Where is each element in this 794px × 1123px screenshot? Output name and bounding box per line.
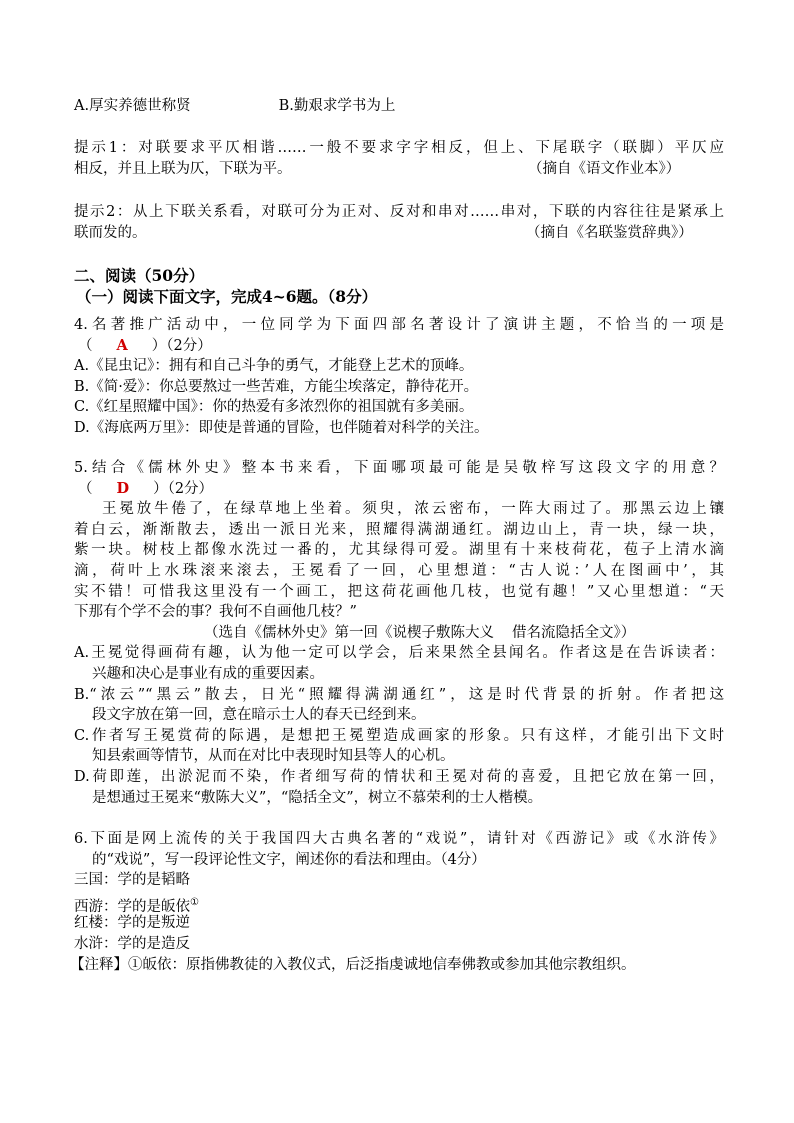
hint-2-line-2: 联而发的。 <box>74 224 147 241</box>
section-title: 二、阅读（50分） <box>74 266 205 285</box>
q5-stem: 5.结合《儒林外史》整本书来看，下面哪项最可能是吴敬梓写这段文字的用意？ <box>74 460 724 476</box>
hint-1-line-2: 相反，并且上联为仄，下联为平。 <box>74 160 292 177</box>
hint-2 <box>74 202 724 243</box>
q5-option-d: D.荷即莲，出淤泥而不染，作者细写荷的情状和王冕对荷的喜爱，且把它放在第一回， 是想通过王冕来“敷陈大义”，“隐括全文”，树立不慕荣利的士人楷模。 <box>74 768 724 806</box>
q4-option-b: B.《简·爱》：你总要熬过一些苦难，方能尘埃落定，静待花开。 <box>74 378 479 395</box>
q6-item-sanguo: 三国：学的是韬略 <box>74 872 190 889</box>
q4-stem: 4.名著推广活动中，一位同学为下面四部名著设计了演讲主题，不恰当的一项是 <box>74 317 724 333</box>
section-subtitle: （一）阅读下面文字，完成4~6题。（8分） <box>76 286 378 306</box>
q5-answer: D <box>116 479 130 497</box>
footnote-marker: ① <box>190 896 199 908</box>
question-4: 4.名著推广活动中，一位同学为下面四部名著设计了演讲主题，不恰当的一项是 （ A ）（2分） A.《昆虫记》：拥有和自己斗争的勇气，才能登上艺术的顶峰。 B.《简·爱》：你总要熬过一些苦难，方能尘埃落定，静待花开。 C.《红星照耀中国》：你的热爱有多浓烈你的祖国就有多美丽。 D.《海底两万里》：即使是普通的冒险，也伴随着对科学的关注。 <box>74 315 724 439</box>
hint-1-source: （摘自《语文作业本》） <box>528 160 681 177</box>
q6-item-honglou: 红楼：学的是叛逆 <box>74 915 190 932</box>
option-b: B.勤艰求学书为上 <box>278 98 396 114</box>
hint-2-line-1: 提示2：从上下联关系看，对联可分为正对、反对和串对……串对，下联的内容往往是紧承上 <box>74 204 724 220</box>
q6-item-shuihu: 水浒：学的是造反 <box>74 935 190 952</box>
q5-passage: 王冕放牛倦了，在绿草地上坐着。须臾，浓云密布，一阵大雨过了。那黑云边上镶 着白云，渐渐散去，透出一派日光来，照耀得满湖通红。湖边山上，青一块，绿一块， 紫一块。树枝上都像水洗过一番的，尤其绿得可爱。湖里有十来枝荷花，苞子上清水滴 滴，荷叶上水珠滚来滚去，王冕看了一回，心里想道：“古人说：’人在图画中’，其 实不错！可惜我这里没有一个画工，把这荷花画他几枝，也觉有趣！”又心里想道：“天 下那有个学不会的事？我何不自画他几枝？” <box>74 501 724 621</box>
q4-option-c: C.《红星照耀中国》：你的热爱有多浓烈你的祖国就有多美丽。 <box>74 399 474 416</box>
q5-option-c: C.作者写王冕赏荷的际遇，是想把王冕塑造成画家的形象。只有这样，才能引出下文时 知县索画等情节，从而在对比中表现时知县等人的心机。 <box>74 727 724 765</box>
hint-2-source: （摘自《名联鉴赏辞典》） <box>526 224 693 241</box>
q5-option-b: B.“浓云”“黑云”散去，日光“照耀得满湖通红”，这是时代背景的折射。作者把这 段文字放在第一回，意在暗示士人的春天已经到来。 <box>74 686 724 724</box>
q4-option-d: D.《海底两万里》：即使是普通的冒险，也伴随着对科学的关注。 <box>74 419 489 436</box>
top-options <box>74 96 724 117</box>
q6-stem-line-1: 6.下面是网上流传的关于我国四大古典名著的“戏说”，请针对《西游记》或《水浒传》 <box>74 831 724 847</box>
question-5: 5.结合《儒林外史》整本书来看，下面哪项最可能是吴敬梓写这段文字的用意？ （ D ）（2分） 王冕放牛倦了，在绿草地上坐着。须臾，浓云密布，一阵大雨过了。那黑云边上镶 着白云，渐渐散去，透出一派日光来，照耀得满湖通红。湖边山上，青一块，绿一块， 紫一块。树枝上都像水洗过一番的，尤其绿得可爱。湖里有十来枝荷花，苞子上清水滴 滴，荷叶上水珠滚来滚去，王冕看了一回，心里想道：“古人说：’人在图画中’，其 实不错！可惜我这里没有一个画工，把这荷花画他几枝，也觉有趣！”又心里想道：“天 下那有个学不会的事？我何不自画他几枝？” （选自《儒林外史》第一回《说楔子敷陈大义 借名流隐括全文》） A.王冕觉得画荷有趣，认为他一定可以学会，后来果然全县闻名。作者这是在告诉读者： 兴趣和决心是事业有成的重要因素。 B.“浓云”“黑云”散去，日光“照耀得满湖通红”，这是时代背景的折射。作者把这 段文字放在第一回，意在暗示士人的春天已经到来。 C.作者写王冕赏荷的际遇，是想把王冕塑造成画家的形象。只有这样，才能引出下文时 知县索画等情节，从而在对比中表现时知县等人的心机。 D.荷即莲，出淤泥而不染，作者细写荷的情状和王冕对荷的喜爱，且把它放在第一回， 是想通过王冕来“敷陈大义”，“隐括全文”，树立不慕荣利的士人楷模。 <box>74 458 724 808</box>
hint-1 <box>74 138 724 179</box>
hint-1-line-1: 提示1：对联要求平仄相谐……一般不要求字字相反，但上、下尾联字（联脚）平仄应 <box>74 140 724 156</box>
option-a: A.厚实养德世称贤 <box>74 98 191 114</box>
q5-option-a: A.王冕觉得画荷有趣，认为他一定可以学会，后来果然全县闻名。作者这是在告诉读者： 兴趣和决心是事业有成的重要因素。 <box>74 645 724 682</box>
q6-stem-line-2: 的“戏说”，写一段评论性文字，阐述你的看法和理由。（4分） <box>92 851 486 868</box>
section-heading <box>74 266 724 307</box>
q4-option-a: A.《昆虫记》：拥有和自己斗争的勇气，才能登上艺术的顶峰。 <box>74 358 474 375</box>
q5-source: （选自《儒林外史》第一回《说楔子敷陈大义 借名流隐括全文》） <box>204 624 636 641</box>
q4-answer: A <box>116 336 128 354</box>
q6-item-xiyou: 西游：学的是皈依① <box>74 896 199 915</box>
q6-note: 【注释】①皈依：原指佛教徒的入教仪式，后泛指虔诚地信奉佛教或参加其他宗教组织。 <box>70 956 636 973</box>
question-6 <box>70 829 724 975</box>
